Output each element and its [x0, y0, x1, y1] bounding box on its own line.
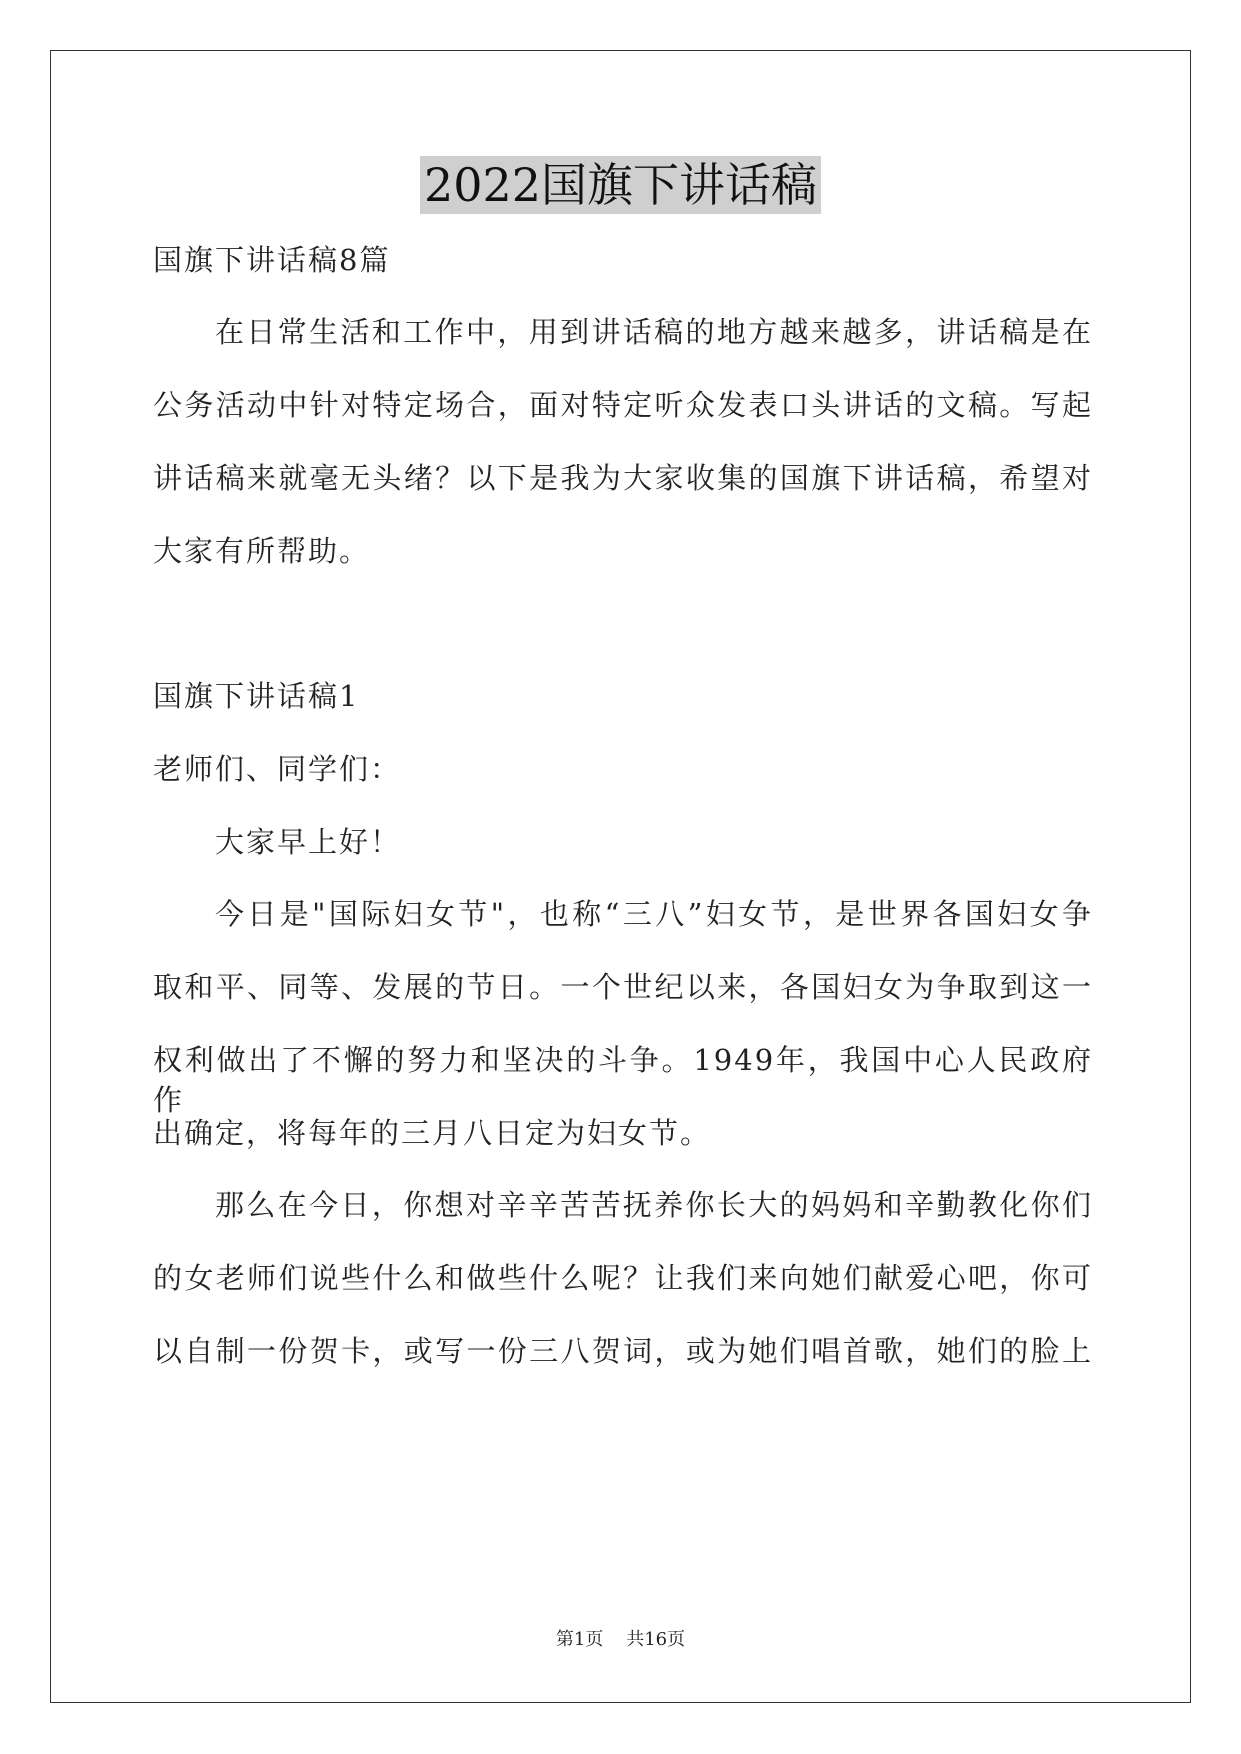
para2-line-1: 那么在今日，你想对辛辛苦苦抚养你长大的妈妈和辛勤教化你们: [215, 1188, 1093, 1222]
para1-line-3: 权利做出了不懈的努力和坚决的斗争。1949年，我国中心人民政府作: [153, 1043, 1093, 1117]
document-title: 2022国旗下讲话稿: [420, 156, 821, 214]
intro-line-3: 讲话稿来就毫无头绪？以下是我为大家收集的国旗下讲话稿，希望对: [153, 461, 1093, 495]
intro-line-2: 公务活动中针对特定场合，面对特定听众发表口头讲话的文稿。写起: [153, 388, 1093, 422]
para1-line-1: 今日是"国际妇女节"，也称“三八”妇女节，是世界各国妇女争: [215, 897, 1093, 931]
intro-line-1: 在日常生活和工作中，用到讲话稿的地方越来越多，讲话稿是在: [215, 315, 1093, 349]
para2-line-2: 的女老师们说些什么和做些什么呢？让我们来向她们献爱心吧，你可: [153, 1261, 1093, 1295]
salutation: 老师们、同学们：: [153, 752, 402, 786]
page-total: 共16页: [626, 1629, 686, 1650]
section-heading: 国旗下讲话稿1: [153, 679, 360, 713]
title-block: [0, 156, 1241, 214]
para1-line-4: 出确定，将每年的三月八日定为妇女节。: [153, 1116, 712, 1150]
document-subtitle: 国旗下讲话稿8篇: [153, 243, 391, 277]
intro-line-4: 大家有所帮助。: [153, 534, 371, 568]
page-number: 第1页: [555, 1629, 604, 1650]
page-footer: [0, 1628, 1241, 1652]
para2-line-3: 以自制一份贺卡，或写一份三八贺词，或为她们唱首歌，她们的脸上: [153, 1334, 1093, 1368]
greeting: 大家早上好！: [215, 825, 402, 859]
para1-line-2: 取和平、同等、发展的节日。一个世纪以来，各国妇女为争取到这一: [153, 970, 1093, 1004]
page-border: [50, 50, 1191, 1703]
